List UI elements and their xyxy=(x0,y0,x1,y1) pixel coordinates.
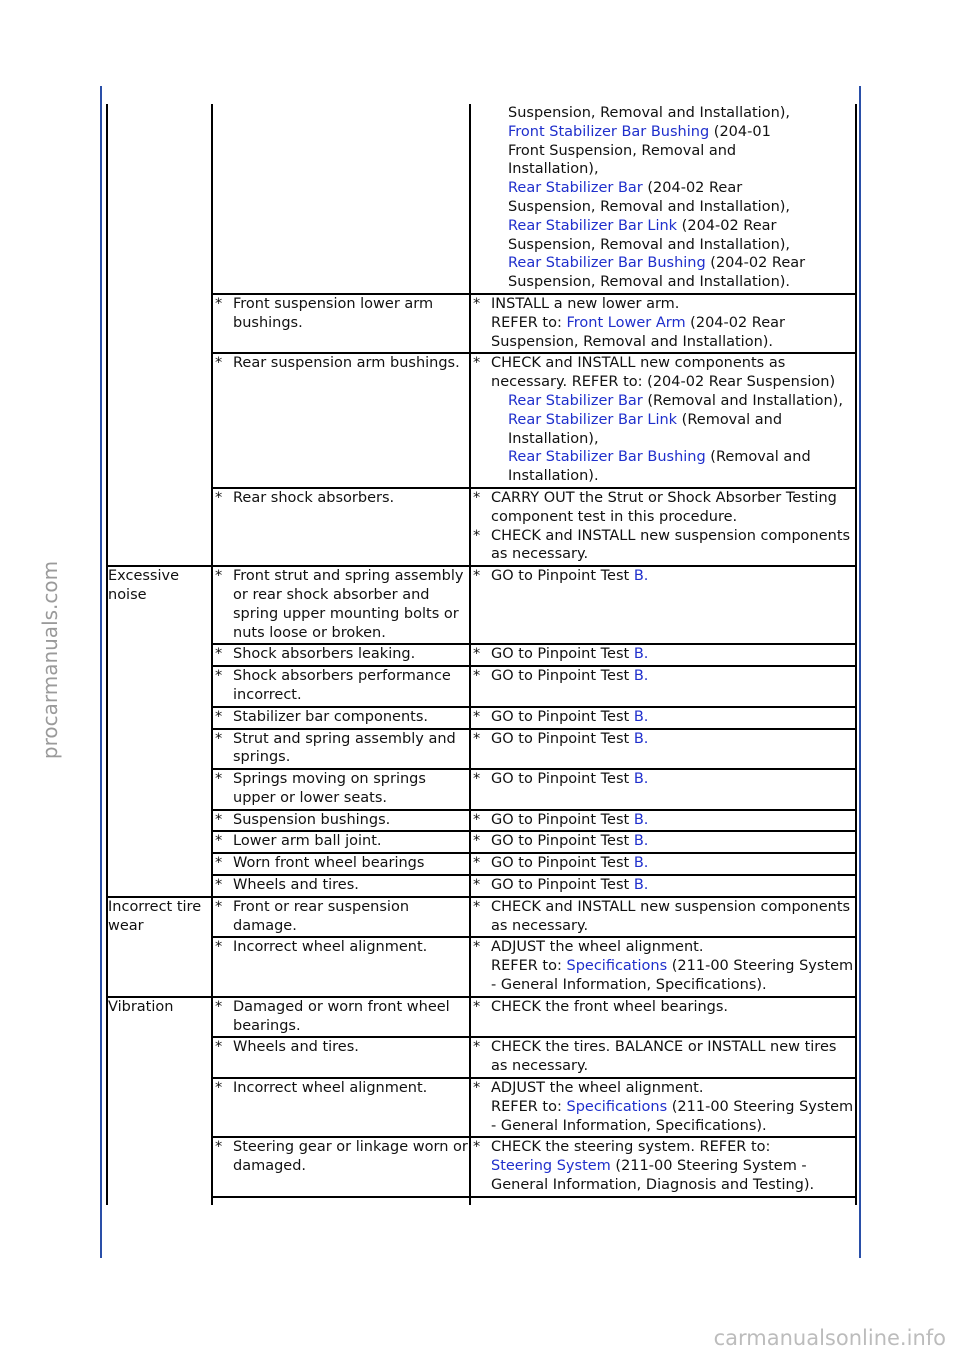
bullet: * xyxy=(473,811,481,828)
bullet: * xyxy=(473,1080,481,1097)
action-text: ADJUST the wheel alignment. REFER to: Specifications (211-00 Steering System - General Information, Specifications). xyxy=(491,1080,854,1134)
action-cell xyxy=(470,937,856,996)
source-text: Front suspension lower arm bushings. xyxy=(233,295,434,331)
action-cell xyxy=(470,1078,856,1137)
right-margin-rule xyxy=(859,86,861,1258)
source-text: Shock absorbers performance incorrect. xyxy=(233,668,451,703)
side-watermark: procarmanuals.com xyxy=(38,560,62,760)
source-cell xyxy=(212,831,470,853)
source-text: Suspension bushings. xyxy=(233,811,391,828)
action-text: CARRY OUT the Strut or Shock Absorber Testing component test in this procedure. xyxy=(491,489,837,525)
source-text: Rear suspension arm bushings. xyxy=(233,355,460,372)
source-cell xyxy=(212,1137,470,1196)
condition-cell xyxy=(107,488,212,566)
continuation-line: Suspension, Removal and Installation). xyxy=(508,274,791,291)
source-cell xyxy=(212,294,470,353)
continuation-line: Suspension, Removal and Installation), xyxy=(508,105,791,121)
source-cell xyxy=(212,897,470,938)
condition-cell xyxy=(107,353,212,488)
action-cell xyxy=(470,707,856,729)
link-pinpoint-test-b[interactable]: B xyxy=(633,668,644,685)
source-cell xyxy=(212,353,470,488)
table-row xyxy=(107,707,856,729)
action-cell xyxy=(470,853,856,875)
table-row xyxy=(107,1037,856,1078)
action-cell xyxy=(470,875,856,897)
condition-cell xyxy=(107,810,212,832)
bullet: * xyxy=(473,898,481,915)
condition-label: Excessive noise xyxy=(108,568,180,603)
bullet: * xyxy=(215,489,223,506)
source-cell xyxy=(212,769,470,810)
action-text: CHECK the tires. BALANCE or INSTALL new tires as necessary. xyxy=(491,1039,837,1075)
bottom-watermark: carmanualsonline.info xyxy=(713,1326,946,1350)
table-row xyxy=(107,666,856,707)
link-pinpoint-test-b[interactable]: B xyxy=(633,855,644,872)
action-text: ADJUST the wheel alignment. REFER to: Specifications (211-00 Steering System - General Information, Specifications). xyxy=(491,939,854,994)
continuation-line: Front Suspension, Removal and xyxy=(508,142,737,159)
table-row xyxy=(107,997,856,1038)
condition-cell xyxy=(107,937,212,996)
link-rear-stabilizer-bar-link[interactable]: Rear Stabilizer Bar Link xyxy=(508,217,678,234)
action-text: CHECK and INSTALL new components as necessary. REFER to: (204-02 Rear Suspension) xyxy=(491,355,836,391)
table-row xyxy=(107,897,856,938)
action-text: CHECK and INSTALL new suspension components as necessary. xyxy=(491,898,851,934)
condition-cell xyxy=(107,831,212,853)
bullet: * xyxy=(215,1139,223,1156)
condition-cell xyxy=(107,1197,212,1205)
sub-reference: Rear Stabilizer Bar Bushing (Removal and Installation). xyxy=(508,449,811,485)
table-row xyxy=(107,353,856,488)
source-cell xyxy=(212,666,470,707)
bullet: * xyxy=(215,568,223,585)
action-cell xyxy=(470,104,856,294)
condition-cell xyxy=(107,1037,212,1078)
link-rear-stabilizer-bar-link[interactable]: Rear Stabilizer Bar Link xyxy=(508,411,678,428)
action-cell xyxy=(470,729,856,770)
bullet: * xyxy=(215,877,223,894)
bullet: * xyxy=(473,295,481,312)
bullet: * xyxy=(473,708,481,725)
table-row xyxy=(107,294,856,353)
table-row xyxy=(107,1078,856,1137)
bullet: * xyxy=(215,898,223,915)
bullet: * xyxy=(215,646,223,663)
source-cell xyxy=(212,729,470,770)
condition-cell xyxy=(107,997,212,1038)
source-cell xyxy=(212,644,470,666)
source-cell xyxy=(212,488,470,566)
action-cell xyxy=(470,997,856,1038)
bullet: * xyxy=(473,355,481,372)
bullet: * xyxy=(473,833,481,850)
bullet: * xyxy=(215,708,223,725)
bullet: * xyxy=(473,668,481,685)
action-cell xyxy=(470,488,856,566)
action-text: CHECK the steering system. REFER to: Steering System (211-00 Steering System - General Information, Diagnosis and Testing). xyxy=(491,1139,815,1194)
bullet: * xyxy=(473,771,481,788)
table-row xyxy=(107,644,856,666)
condition-cell xyxy=(107,104,212,294)
source-text: Wheels and tires. xyxy=(233,1039,359,1056)
action-text: GO to Pinpoint Test B. xyxy=(491,855,649,872)
bullet: * xyxy=(215,668,223,685)
source-text: Springs moving on springs upper or lower seats. xyxy=(233,771,426,806)
action-text: GO to Pinpoint Test B. xyxy=(491,668,649,685)
continuation-line: Suspension, Removal and Installation), xyxy=(508,198,791,215)
link-pinpoint-test-b[interactable]: B xyxy=(633,568,644,585)
source-cell xyxy=(212,810,470,832)
source-cell xyxy=(212,937,470,996)
bullet: * xyxy=(473,1039,481,1056)
source-text: Stabilizer bar components. xyxy=(233,708,429,725)
continuation-line: Rear Stabilizer Bar (204-02 Rear xyxy=(508,180,743,197)
link-rear-stabilizer-bar[interactable]: Rear Stabilizer Bar xyxy=(508,392,643,409)
source-cell xyxy=(212,1037,470,1078)
source-text: Shock absorbers leaking. xyxy=(233,646,416,663)
table-row xyxy=(107,875,856,897)
action-cell xyxy=(470,1197,856,1205)
bullet: * xyxy=(215,730,223,747)
condition-cell xyxy=(107,644,212,666)
action-text: GO to Pinpoint Test B. xyxy=(491,730,649,747)
source-cell xyxy=(212,1197,470,1205)
source-text: Damaged or worn front wheel bearings. xyxy=(233,998,450,1034)
left-margin-rule xyxy=(100,86,102,1258)
condition-cell xyxy=(107,875,212,897)
bullet: * xyxy=(215,833,223,850)
bullet: * xyxy=(215,771,223,788)
bullet: * xyxy=(473,1139,481,1156)
action-cell xyxy=(470,1037,856,1078)
action-cell xyxy=(470,566,856,644)
action-cell xyxy=(470,1137,856,1196)
link-pinpoint-test-b[interactable]: B xyxy=(633,877,644,894)
source-text: Incorrect wheel alignment. xyxy=(233,939,428,956)
link-front-stabilizer-bar-bushing[interactable]: Front Stabilizer Bar Bushing xyxy=(508,123,710,140)
source-text: Lower arm ball joint. xyxy=(233,833,382,850)
source-text: Front or rear suspension damage. xyxy=(233,898,410,934)
condition-cell xyxy=(107,769,212,810)
bullet: * xyxy=(473,568,481,585)
table-row xyxy=(107,729,856,770)
table-row xyxy=(107,1137,856,1196)
source-text: Wheels and tires. xyxy=(233,877,359,894)
source-text: Strut and spring assembly and springs. xyxy=(233,730,456,766)
bullet: * xyxy=(215,295,223,312)
action-text: GO to Pinpoint Test B. xyxy=(491,708,649,725)
link-rear-stabilizer-bar[interactable]: Rear Stabilizer Bar xyxy=(508,180,643,197)
bullet: * xyxy=(473,730,481,747)
link-specifications[interactable]: Specifications xyxy=(566,958,668,975)
source-cell xyxy=(212,997,470,1038)
action-cell xyxy=(470,769,856,810)
link-pinpoint-test-b[interactable]: B xyxy=(633,771,644,788)
continuation-line: Installation), xyxy=(508,161,599,178)
condition-cell xyxy=(107,666,212,707)
bullet: * xyxy=(215,939,223,956)
table-row xyxy=(107,810,856,832)
bullet: * xyxy=(215,998,223,1015)
link-pinpoint-test-b[interactable]: B xyxy=(633,708,644,725)
bullet: * xyxy=(473,939,481,956)
condition-cell xyxy=(107,729,212,770)
source-text: Rear shock absorbers. xyxy=(233,489,395,506)
action-text: GO to Pinpoint Test B. xyxy=(491,833,649,850)
source-cell xyxy=(212,566,470,644)
action-cell xyxy=(470,666,856,707)
source-text: Worn front wheel bearings xyxy=(233,855,425,872)
condition-cell xyxy=(107,1078,212,1137)
continuation-line: Front Stabilizer Bar Bushing (204-01 xyxy=(508,123,771,140)
source-cell xyxy=(212,707,470,729)
diagnosis-table xyxy=(106,104,857,1205)
link-pinpoint-test-b[interactable]: B xyxy=(633,730,644,747)
table-row xyxy=(107,769,856,810)
continuation-line: Suspension, Removal and Installation), xyxy=(508,236,791,253)
action-text: GO to Pinpoint Test B. xyxy=(491,811,649,828)
action-text: INSTALL a new lower arm. REFER to: Front Lower Arm (204-02 Rear Suspension, Removal and Installation). xyxy=(491,295,786,350)
condition-cell xyxy=(107,707,212,729)
link-front-lower-arm[interactable]: Front Lower Arm xyxy=(566,314,686,331)
action-cell xyxy=(470,897,856,938)
bullet: * xyxy=(473,489,481,506)
action-cell xyxy=(470,294,856,353)
sub-reference: Rear Stabilizer Bar Link (Removal and Installation), xyxy=(508,411,783,447)
condition-cell xyxy=(107,566,212,644)
action-text: GO to Pinpoint Test B. xyxy=(491,771,649,788)
source-cell xyxy=(212,853,470,875)
bullet: * xyxy=(215,1080,223,1097)
condition-label: Vibration xyxy=(108,998,174,1015)
action-cell xyxy=(470,353,856,488)
action-text: GO to Pinpoint Test B. xyxy=(491,646,649,663)
link-steering-system[interactable]: Steering System xyxy=(491,1158,611,1175)
link-specifications[interactable]: Specifications xyxy=(566,1098,668,1115)
source-text: Steering gear or linkage worn or damaged. xyxy=(233,1139,468,1175)
table-row xyxy=(107,488,856,566)
link-rear-stabilizer-bar-bushing[interactable]: Rear Stabilizer Bar Bushing xyxy=(508,449,706,466)
condition-label: Incorrect tire wear xyxy=(108,898,202,934)
continuation-line: Rear Stabilizer Bar Bushing (204-02 Rear xyxy=(508,255,806,272)
bullet: * xyxy=(473,998,481,1015)
action-text: GO to Pinpoint Test B. xyxy=(491,568,649,585)
link-pinpoint-test-b[interactable]: B xyxy=(633,646,644,663)
source-cell xyxy=(212,104,470,294)
source-cell xyxy=(212,1078,470,1137)
condition-cell xyxy=(107,1137,212,1196)
table-row xyxy=(107,853,856,875)
continuation-line: Rear Stabilizer Bar Link (204-02 Rear xyxy=(508,217,777,234)
table-row xyxy=(107,566,856,644)
bullet: * xyxy=(473,527,481,544)
condition-cell xyxy=(107,897,212,938)
bullet: * xyxy=(473,877,481,894)
sub-reference: Rear Stabilizer Bar (Removal and Installation), xyxy=(508,392,843,409)
source-cell xyxy=(212,875,470,897)
bullet: * xyxy=(215,855,223,872)
bullet: * xyxy=(215,355,223,372)
link-rear-stabilizer-bar-bushing[interactable]: Rear Stabilizer Bar Bushing xyxy=(508,255,706,272)
table-row xyxy=(107,831,856,853)
table-row xyxy=(107,1197,856,1205)
condition-cell xyxy=(107,294,212,353)
action-cell xyxy=(470,810,856,832)
bullet: * xyxy=(473,646,481,663)
action-text: CHECK and INSTALL new suspension components as necessary. xyxy=(491,527,851,563)
action-text: CHECK the front wheel bearings. xyxy=(491,998,729,1015)
link-pinpoint-test-b[interactable]: B xyxy=(633,811,644,828)
bullet: * xyxy=(215,1039,223,1056)
source-text: Front strut and spring assembly or rear shock absorber and spring upper mounting bolts or nuts loose or broken. xyxy=(233,568,464,641)
condition-cell xyxy=(107,853,212,875)
bullet: * xyxy=(473,855,481,872)
bullet: * xyxy=(215,811,223,828)
source-text: Incorrect wheel alignment. xyxy=(233,1080,428,1097)
action-cell xyxy=(470,831,856,853)
table-row xyxy=(107,937,856,996)
action-text: GO to Pinpoint Test B. xyxy=(491,877,649,894)
table-row xyxy=(107,104,856,294)
link-pinpoint-test-b[interactable]: B xyxy=(633,833,644,850)
action-cell xyxy=(470,644,856,666)
